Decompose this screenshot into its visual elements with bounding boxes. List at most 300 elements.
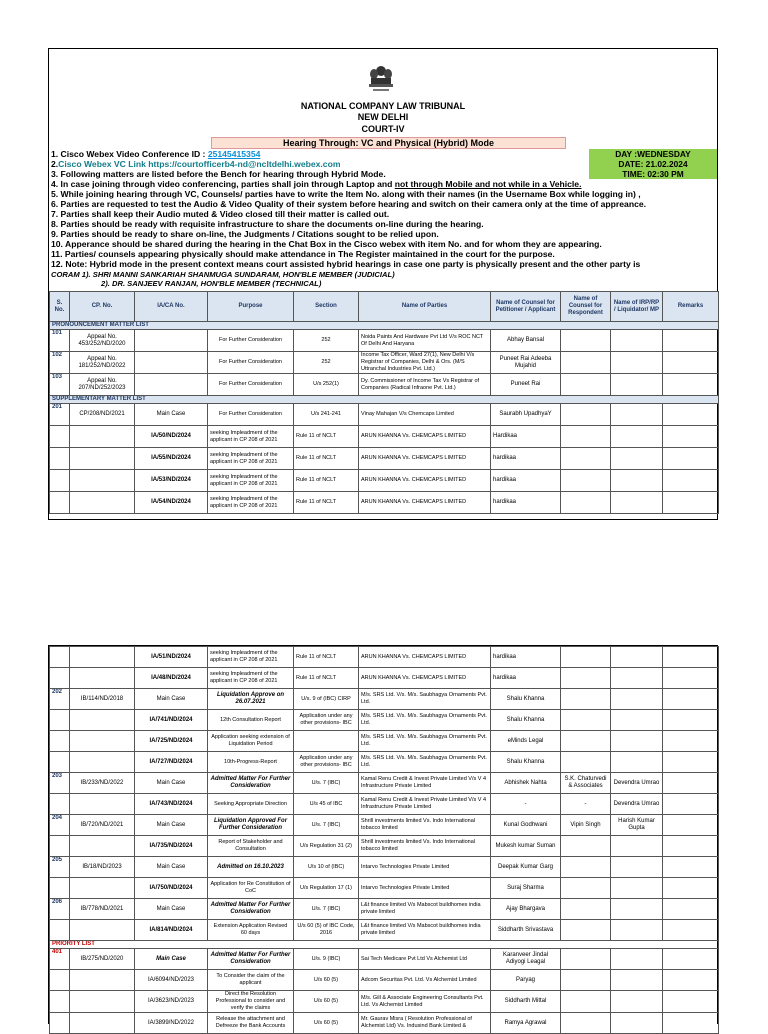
purpose: Application seeking extension of Liquidation Period [208,731,294,752]
section: U/s 241-241 [294,404,359,426]
section: Rule 11 of NCLT [294,470,359,492]
respondent-counsel [561,710,611,731]
section: U/s. 9 of (IBC) CIRP [294,689,359,710]
section: U/s 60 (5) [294,991,359,1013]
remarks [663,668,719,689]
cp-number [70,970,135,991]
instruction-3: 3. Following matters are listed before the Bench for hearing through Hybrid Mode. [51,169,386,179]
serial-number [50,426,70,448]
irp-name [611,492,663,514]
respondent-counsel: - [561,794,611,815]
serial-number: 204 [50,815,70,836]
irp-name [611,668,663,689]
section: U/s 60 (5) [294,970,359,991]
cp-number [70,731,135,752]
table-row [50,710,719,731]
coram-line-2: 2). DR. SANJEEV RANJAN, HON'BLE MEMBER (TECHNICAL) [101,279,322,288]
instruction-8: 8. Parties should be ready with requisite infrastructure to share the documents on-line during the hearing. [51,219,484,229]
table-row [50,689,719,710]
purpose: For Further Consideration [208,352,294,374]
irp-name [611,689,663,710]
cp-number [70,448,135,470]
ia-number: IA/727/ND/2024 [135,752,208,773]
remarks [663,470,719,492]
irp-name [611,857,663,878]
parties: Dy. Commissioner of Income Tax Vs Registrar of Companies (Radical Infraone Pvt. Ltd.) [359,374,491,396]
ia-number: Main Case [135,815,208,836]
petitioner-counsel: Ramya Agrawal [491,1013,561,1034]
ia-number: Main Case [135,857,208,878]
ia-number: Main Case [135,949,208,970]
remarks [663,794,719,815]
petitioner-counsel: Shalu Khanna [491,710,561,731]
col-respondent-counsel: Name of Counsel for Respondent [561,292,611,322]
parties: Kamal Renu Credit & Invest Private Limited V/s V 4 Infrastructure Private Limited [359,794,491,815]
parties: M/s. SRS Ltd. V/s. M/s. Saubhagya Ornaments Pvt. Ltd. [359,710,491,731]
irp-name [611,836,663,857]
parties: M/s. SRS Ltd. V/s. M/s. Saubhagya Ornaments Pvt. Ltd. [359,689,491,710]
respondent-counsel [561,448,611,470]
ia-number: IA/54/ND/2024 [135,492,208,514]
parties: M/s. Gill & Associate Engineering Consultants Pvt. Ltd. Vs Alchemist Limited [359,991,491,1013]
section: U/s 10 of (IBC) [294,857,359,878]
serial-number [50,1013,70,1034]
purpose: Report of Stakeholder and Consultation [208,836,294,857]
respondent-counsel [561,492,611,514]
serial-number [50,878,70,899]
purpose: Direct the Resolution Professional to consider and verify the claims [208,991,294,1013]
petitioner-counsel: hardikaa [491,448,561,470]
irp-name [611,731,663,752]
table-row [50,404,719,426]
cause-list-page-2 [48,645,718,1029]
serial-number [50,970,70,991]
coram-line-1: CORAM 1). SHRI MANNI SANKARIAH SHANMUGA SUNDARAM, HON'BLE MEMBER (JUDICIAL) [51,270,395,279]
serial-number: 102 [50,352,70,374]
parties: Income Tax Officer, Ward 27(1), New Delhi V/s Registrar of Companies, Delhi & Ors. (M/S Uttranchal Industries Pvt. Ltd.) [359,352,491,374]
table-row [50,878,719,899]
respondent-counsel [561,836,611,857]
serial-number [50,731,70,752]
ia-number: IA/50/ND/2024 [135,426,208,448]
section: 252 [294,352,359,374]
ia-number: Main Case [135,689,208,710]
irp-name [611,970,663,991]
instruction-6: 6. Parties are requested to test the Audio & Video Quality of their system before hearing and switch on their camera only at the time of appreance. [51,199,647,209]
purpose: Release the attachment and Defreeze the Bank Accounts [208,1013,294,1034]
parties: Shrill investments limited Vs. Indo International tobacco limited [359,836,491,857]
ia-number: IA/750/ND/2024 [135,878,208,899]
respondent-counsel [561,668,611,689]
cp-number: IB/778/ND/2021 [70,899,135,920]
respondent-counsel [561,330,611,352]
table-row [50,330,719,352]
purpose: Admitted on 16.10.2023 [208,857,294,878]
remarks [663,689,719,710]
col-remarks: Remarks [663,292,719,322]
remarks [663,352,719,374]
cp-number [70,920,135,941]
section: U/s. 7 (IBC) [294,815,359,836]
table-row [50,773,719,794]
irp-name [611,426,663,448]
cp-number [70,647,135,668]
respondent-counsel [561,404,611,426]
petitioner-counsel: Shalu Khanna [491,689,561,710]
respondent-counsel [561,1013,611,1034]
cp-number [70,752,135,773]
section: Rule 11 of NCLT [294,492,359,514]
ia-number [135,330,208,352]
cp-number [70,668,135,689]
petitioner-counsel: hardikaa [491,647,561,668]
col-purpose: Purpose [208,292,294,322]
cp-number: CP/208/ND/2021 [70,404,135,426]
parties: Mr. Gaurav Misra ( Resolution Professional of Alchemist Ltd) Vs. Indusind Bank Limited & [359,1013,491,1034]
parties: L&t finance limited V/s Mabscot buildhomes india private limited [359,920,491,941]
remarks [663,752,719,773]
respondent-counsel [561,991,611,1013]
hearing-day: DAY :WEDNESDAY [589,149,717,159]
remarks [663,647,719,668]
serial-number: 103 [50,374,70,396]
section-pronouncement: PRONOUNCEMENT MATTER LIST [50,322,719,330]
purpose: Extension Application Revised 60 days [208,920,294,941]
table-row [50,815,719,836]
remarks [663,949,719,970]
table-row [50,1013,719,1034]
respondent-counsel: S.K. Chaturvedi & Associates [561,773,611,794]
city-name: NEW DELHI [357,112,409,122]
purpose: For Further Consideration [208,374,294,396]
remarks [663,815,719,836]
remarks [663,857,719,878]
petitioner-counsel: Saurabh UpadhyaY [491,404,561,426]
table-header [50,292,719,322]
serial-number [50,470,70,492]
instruction-4: 4. In case joining through video conferencing, parties shall join through Laptop and not through Mobile and not while in a Vehicle. [51,179,582,189]
irp-name [611,752,663,773]
parties: ARUN KHANNA Vs. CHEMCAPS LIMITED [359,668,491,689]
respondent-counsel [561,857,611,878]
col-irp: Name of IRP/RP / Liquidator/ MP [611,292,663,322]
instruction-5: 5. While joining hearing through VC, Counsels/ parties have to write the Item No. along with their names (in the Username Box while logging in) , [51,189,641,199]
parties: ARUN KHANNA Vs. CHEMCAPS LIMITED [359,492,491,514]
section: U/s 45 of IBC [294,794,359,815]
section: U/s. 7 (IBC) [294,899,359,920]
cp-number: IB/114/ND/2018 [70,689,135,710]
table-row [50,899,719,920]
webex-id-line: 1. Cisco Webex Video Conference ID : 25145415354 [51,149,261,159]
remarks [663,448,719,470]
table-row [50,752,719,773]
hearing-date: DATE: 21.02.2024 [589,159,717,169]
ia-number: IA/3899/ND/2022 [135,1013,208,1034]
table-row [50,949,719,970]
serial-number [50,448,70,470]
purpose: Application for Re Constitution of CoC [208,878,294,899]
cp-number [70,492,135,514]
irp-name [611,1013,663,1034]
serial-number: 101 [50,330,70,352]
cause-list-table-2 [49,646,719,1034]
table-row [50,794,719,815]
table-row [50,470,719,492]
respondent-counsel: Vipin Singh [561,815,611,836]
respondent-counsel [561,374,611,396]
irp-name [611,330,663,352]
remarks [663,773,719,794]
respondent-counsel [561,752,611,773]
table-row [50,731,719,752]
ia-number: IA/48/ND/2024 [135,668,208,689]
petitioner-counsel: hardikaa [491,668,561,689]
ia-number: Main Case [135,899,208,920]
cp-number [70,836,135,857]
parties: ARUN KHANNA Vs. CHEMCAPS LIMITED [359,426,491,448]
section-supplementary: SUPPLEMENTARY MATTER LIST [50,396,719,404]
serial-number: 206 [50,899,70,920]
parties: ARUN KHANNA Vs. CHEMCAPS LIMITED [359,647,491,668]
remarks [663,731,719,752]
serial-number [50,836,70,857]
table-row [50,857,719,878]
remarks [663,330,719,352]
parties: ARUN KHANNA Vs. CHEMCAPS LIMITED [359,448,491,470]
respondent-counsel [561,970,611,991]
petitioner-counsel: - [491,794,561,815]
table-row [50,352,719,374]
serial-number: 202 [50,689,70,710]
section: Rule 11 of NCLT [294,426,359,448]
parties: Sai Tech Medicare Pvt Ltd Vs Alchemist Ltd [359,949,491,970]
petitioner-counsel: Abhishek Nahta [491,773,561,794]
parties: Noida Paints And Hardware Pvt Ltd V/s ROC NCT Of Delhi And Haryana [359,330,491,352]
parties: Vinay Mahajan V/s Chemcaps Limited [359,404,491,426]
ia-number: IA/814/ND/2024 [135,920,208,941]
section: U/s Regulation 31 (2) [294,836,359,857]
section: 252 [294,330,359,352]
section: Rule 11 of NCLT [294,647,359,668]
purpose: seeking Impleadment of the applicant in CP 208 of 2021 [208,470,294,492]
cp-number [70,794,135,815]
irp-name: Devendra Umrao [611,773,663,794]
parties: M/s. SRS Ltd. V/s. M/s. Saubhagya Ornaments Pvt. Ltd. [359,752,491,773]
serial-number [50,668,70,689]
cp-number: IB/233/ND/2022 [70,773,135,794]
cp-number: Appeal No. 453/252/ND/2020 [70,330,135,352]
serial-number: 205 [50,857,70,878]
cp-number [70,878,135,899]
hearing-mode-banner: Hearing Through: VC and Physical (Hybrid) Mode [211,137,566,149]
table-row [50,448,719,470]
ia-number: IA/741/ND/2024 [135,710,208,731]
instruction-10: 10. Apperance should be shared during the hearing in the Chat Box in the Cisco webex with item No. and for whom they are appearing. [51,239,602,249]
irp-name [611,352,663,374]
purpose: Admitted Matter For Further Consideration [208,773,294,794]
parties: Shrill investments limited Vs. Indo International tobacco limited [359,815,491,836]
col-cp: CP. No. [70,292,135,322]
remarks [663,920,719,941]
parties: L&t finance limited V/s Mabscot buildhomes india private limited [359,899,491,920]
instruction-9: 9. Parties should be ready to share on-line, the Judgments / Citations sought to be relied upon. [51,229,439,239]
purpose: Admitted Matter For Further Consideration [208,899,294,920]
petitioner-counsel: Shalu Khanna [491,752,561,773]
ia-number: IA/725/ND/2024 [135,731,208,752]
respondent-counsel [561,470,611,492]
purpose: Liquidation Approve on 26.07.2021 [208,689,294,710]
petitioner-counsel: Paryag [491,970,561,991]
remarks [663,710,719,731]
serial-number: 201 [50,404,70,426]
table-row [50,970,719,991]
section: U/s Regulation 17 (1) [294,878,359,899]
cp-number: IB/18/ND/2023 [70,857,135,878]
parties: ARUN KHANNA Vs. CHEMCAPS LIMITED [359,470,491,492]
respondent-counsel [561,899,611,920]
petitioner-counsel: Kunal Godhwani [491,815,561,836]
cause-list-page-1 [48,48,718,520]
ia-number: IA/6094/ND/2023 [135,970,208,991]
purpose: 12th Consultation Report [208,710,294,731]
purpose: To Consider the claim of the applicant [208,970,294,991]
instruction-7: 7. Parties shall keep their Audio muted & Video closed till their matter is called out. [51,209,390,219]
webex-link[interactable]: Cisco Webex VC Link https://courtofficerb4-nd@ncltdelhi.webex.com [58,159,341,169]
petitioner-counsel: hardikaa [491,492,561,514]
ia-number: Main Case [135,404,208,426]
table-row [50,836,719,857]
section: U/s. 7 (IBC) [294,773,359,794]
cp-number [70,426,135,448]
col-ia: IA/CA No. [135,292,208,322]
irp-name [611,920,663,941]
remarks [663,492,719,514]
purpose: seeking Impleadment of the applicant in CP 208 of 2021 [208,448,294,470]
purpose: 10th-Progress-Report [208,752,294,773]
purpose: Admitted Matter For Further Consideration [208,949,294,970]
webex-id[interactable]: 25145415354 [207,149,261,159]
irp-name [611,710,663,731]
petitioner-counsel: Abhay Bansal [491,330,561,352]
col-section: Section [294,292,359,322]
respondent-counsel [561,426,611,448]
serial-number [50,710,70,731]
purpose: seeking Impleadment of the applicant in CP 208 of 2021 [208,426,294,448]
parties: Intarvo Technologies Private Limited [359,878,491,899]
parties: Intarvo Technologies Private Limited [359,857,491,878]
petitioner-counsel: eMinds Legal [491,731,561,752]
respondent-counsel [561,949,611,970]
petitioner-counsel: Ajay Bhargava [491,899,561,920]
serial-number [50,794,70,815]
hearing-time: TIME: 02:30 PM [589,169,717,179]
petitioner-counsel: Karanveer Jindal Adiyogi Leagal [491,949,561,970]
purpose: seeking Impleadment of the applicant in CP 208 of 2021 [208,492,294,514]
serial-number [50,647,70,668]
ia-number: IA/55/ND/2024 [135,448,208,470]
cp-number [70,991,135,1013]
respondent-counsel [561,920,611,941]
ia-number: Main Case [135,773,208,794]
remarks [663,878,719,899]
court-name: COURT-IV [361,124,405,134]
cp-number [70,710,135,731]
respondent-counsel [561,689,611,710]
section: U/s 60 (5) [294,1013,359,1034]
instruction-11: 11. Parties/ counsels appearing physically should make attendance in The Register maintained in the court for the purpose. [51,249,555,259]
serial-number [50,752,70,773]
cp-number: Appeal No. 207/ND/252/2023 [70,374,135,396]
remarks [663,836,719,857]
cp-number: IB/275/ND/2020 [70,949,135,970]
petitioner-counsel: Suraj Sharma [491,878,561,899]
respondent-counsel [561,878,611,899]
purpose: seeking Impleadment of the applicant in CP 208 of 2021 [208,668,294,689]
table-row [50,492,719,514]
petitioner-counsel: Puneet Rai [491,374,561,396]
section: Rule 11 of NCLT [294,668,359,689]
ia-number: IA/735/ND/2024 [135,836,208,857]
parties: Adcom Securitas Pvt. Ltd. Vs Alchemist Limited [359,970,491,991]
section: Rule 11 of NCLT [294,448,359,470]
ia-number: IA/743/ND/2024 [135,794,208,815]
irp-name [611,404,663,426]
irp-name [611,647,663,668]
remarks [663,404,719,426]
purpose: For Further Consideration [208,404,294,426]
section-priority: PRIORITY LIST [50,941,719,949]
table-row [50,920,719,941]
parties: M/s. SRS Ltd. V/s. M/s. Saubhagya Ornaments Pvt. Ltd. [359,731,491,752]
col-parties: Name of Parties [359,292,491,322]
tribunal-name: NATIONAL COMPANY LAW TRIBUNAL [300,101,466,111]
ia-number: IA/51/ND/2024 [135,647,208,668]
section: Application under any other provisions- IBC [294,710,359,731]
petitioner-counsel: Hardikaa [491,426,561,448]
ia-number: IA/3623/ND/2023 [135,991,208,1013]
petitioner-counsel: Deepak Kumar Garg [491,857,561,878]
respondent-counsel [561,352,611,374]
national-emblem-icon [364,65,398,95]
section: U/s 252(1) [294,374,359,396]
respondent-counsel [561,731,611,752]
col-petitioner-counsel: Name of Counsel for Petitioner / Applicant [491,292,561,322]
purpose: Seeking Appropriate Direction [208,794,294,815]
cause-list-table-1 [49,291,719,514]
remarks [663,374,719,396]
petitioner-counsel: hardikaa [491,470,561,492]
irp-name [611,949,663,970]
table-row [50,426,719,448]
purpose: For Further Consideration [208,330,294,352]
irp-name: Devendra Umrao [611,794,663,815]
webex-link-line: 2.Cisco Webex VC Link https://courtofficerb4-nd@ncltdelhi.webex.com [51,159,341,169]
irp-name [611,878,663,899]
petitioner-counsel: Siddharth Srivastava [491,920,561,941]
table-row [50,668,719,689]
serial-number [50,920,70,941]
serial-number: 401 [50,949,70,970]
irp-name: Harish Kumar Gupta [611,815,663,836]
irp-name [611,448,663,470]
section: U/s. 9 (IBC) [294,949,359,970]
remarks [663,899,719,920]
cp-number: IB/720/ND/2021 [70,815,135,836]
remarks [663,1013,719,1034]
respondent-counsel [561,647,611,668]
irp-name [611,899,663,920]
irp-name [611,991,663,1013]
